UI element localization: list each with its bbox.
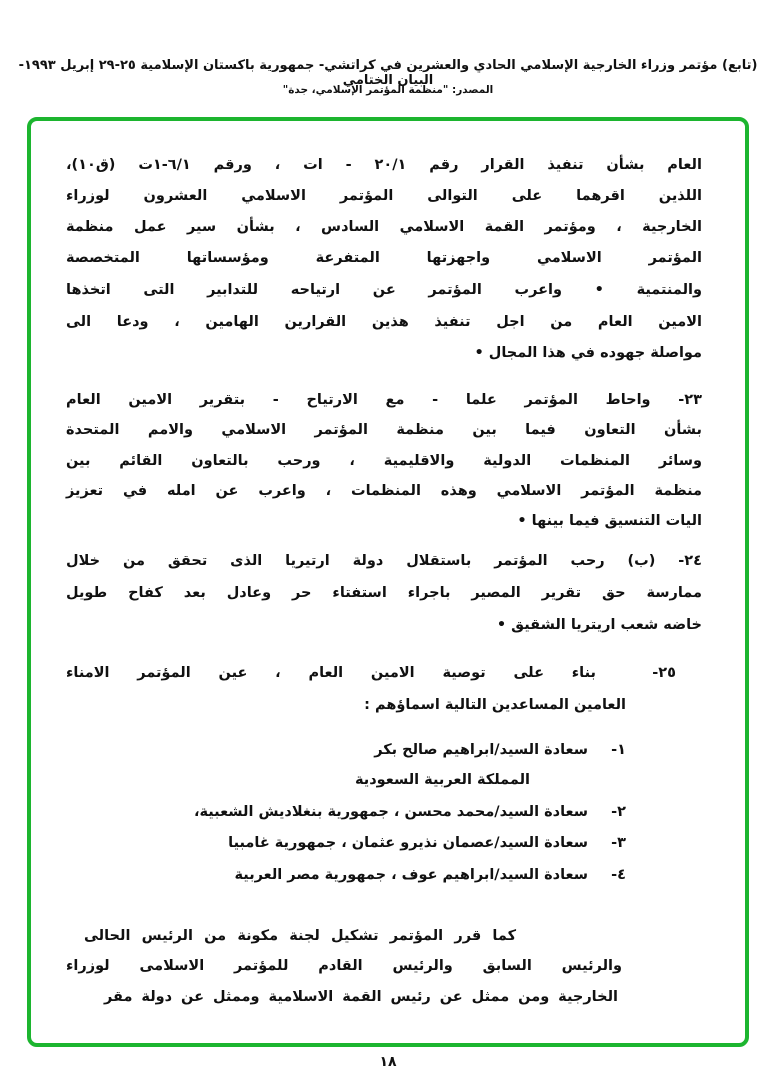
paragraph-line: والمنتمية • واعرب المؤتمر عن ارتياحه للتدابير التى اتخذها	[66, 282, 702, 298]
list-item-text: سعادة السيد/ابراهيم عوف ، جمهورية مصر العربية	[234, 867, 588, 883]
list-item-number: ٣-	[611, 835, 626, 851]
list-item-text: سعادة السيد/ابراهيم صالح بكر	[374, 742, 588, 758]
list-item-text: سعادة السيد/محمد محسن ، جمهورية بنغلاديش الشعبية،	[193, 804, 588, 820]
paragraph-line: اللذين اقرهما على التوالى المؤتمر الاسلامي العشرون لوزراء	[66, 188, 702, 204]
list-item-country: المملكة العربية السعودية	[355, 772, 530, 788]
paragraph-25-line: العامين المساعدين التالية اسماؤهم :	[364, 697, 626, 713]
paragraph-24-line: خاضه شعب اريتريا الشقيق •	[496, 617, 702, 633]
paragraph-line: الخارجية ، ومؤتمر القمة الاسلامي السادس ، بشأن سير عمل منظمة	[66, 219, 702, 235]
paragraph-25-line: بناء على توصية الامين العام ، عين المؤتمر الامناء	[66, 665, 596, 681]
paragraph-23-line: ٢٣- واحاط المؤتمر علما - مع الارتياح - بتقرير الامين العام	[66, 392, 702, 408]
paragraph-line: العام بشأن تنفيذ القرار رقم ٢٠/١ - ات ، ورقم ٦/١-١ت (ق١٠)،	[66, 157, 702, 173]
page-number: ١٨	[379, 1054, 397, 1070]
document-source: المصدر: "منظمة المؤتمر الإسلامي، جدة"	[282, 84, 494, 96]
paragraph-line: المؤتمر الاسلامي واجهزتها المتفرعة ومؤسساتها المتخصصة	[66, 250, 702, 266]
list-item-number: ٢-	[611, 804, 626, 820]
list-item-text: سعادة السيد/عصمان نذيرو عثمان ، جمهورية غامبيا	[228, 835, 588, 851]
paragraph-line: مواصلة جهوده في هذا المجال •	[474, 345, 702, 361]
paragraph-23-line: وسائر المنظمات الدولية والاقليمية ، ورحب بالتعاون القائم بين	[66, 453, 702, 469]
paragraph-line: الامين العام من اجل تنفيذ هذين القرارين الهامين ، ودعا الى	[66, 314, 702, 330]
paragraph-24-line: ممارسة حق تقرير المصير باجراء استفتاء حر وعادل بعد كفاح طويل	[66, 585, 702, 601]
list-item-number: ١-	[611, 742, 626, 758]
final-paragraph-line: والرئيس السابق والرئيس القادم للمؤتمر الاسلامى لوزراء	[66, 958, 622, 974]
final-paragraph-line: الخارجية ومن ممثل عن رئيس القمة الاسلامية وممثل عن دولة مقر	[104, 989, 618, 1005]
list-item-number: ٤-	[611, 867, 626, 883]
paragraph-23-line: بشأن التعاون فيما بين منظمة المؤتمر الاسلامي والامم المتحدة	[66, 422, 702, 438]
paragraph-25-number: ٢٥-	[652, 665, 676, 681]
paragraph-23-line: منظمة المؤتمر الاسلامي وهذه المنظمات ، واعرب عن امله في تعزيز	[66, 483, 702, 499]
final-paragraph-line: كما قرر المؤتمر تشكيل لجنة مكونة من الرئيس الحالى	[84, 928, 516, 944]
paragraph-24-line: ٢٤- (ب) رحب المؤتمر باستقلال دولة ارتيريا الذى تحقق من خلال	[66, 553, 702, 569]
paragraph-23-line: اليات التنسيق فيما بينها •	[517, 513, 702, 529]
document-title: (تابع) مؤتمر وزراء الخارجية الإسلامي الحادي والعشرين في كراتشي- جمهورية باكستان الإسلامية ٢٥-٢٩ إبريل ١٩٩٣- البيان الختامي	[18, 58, 758, 88]
